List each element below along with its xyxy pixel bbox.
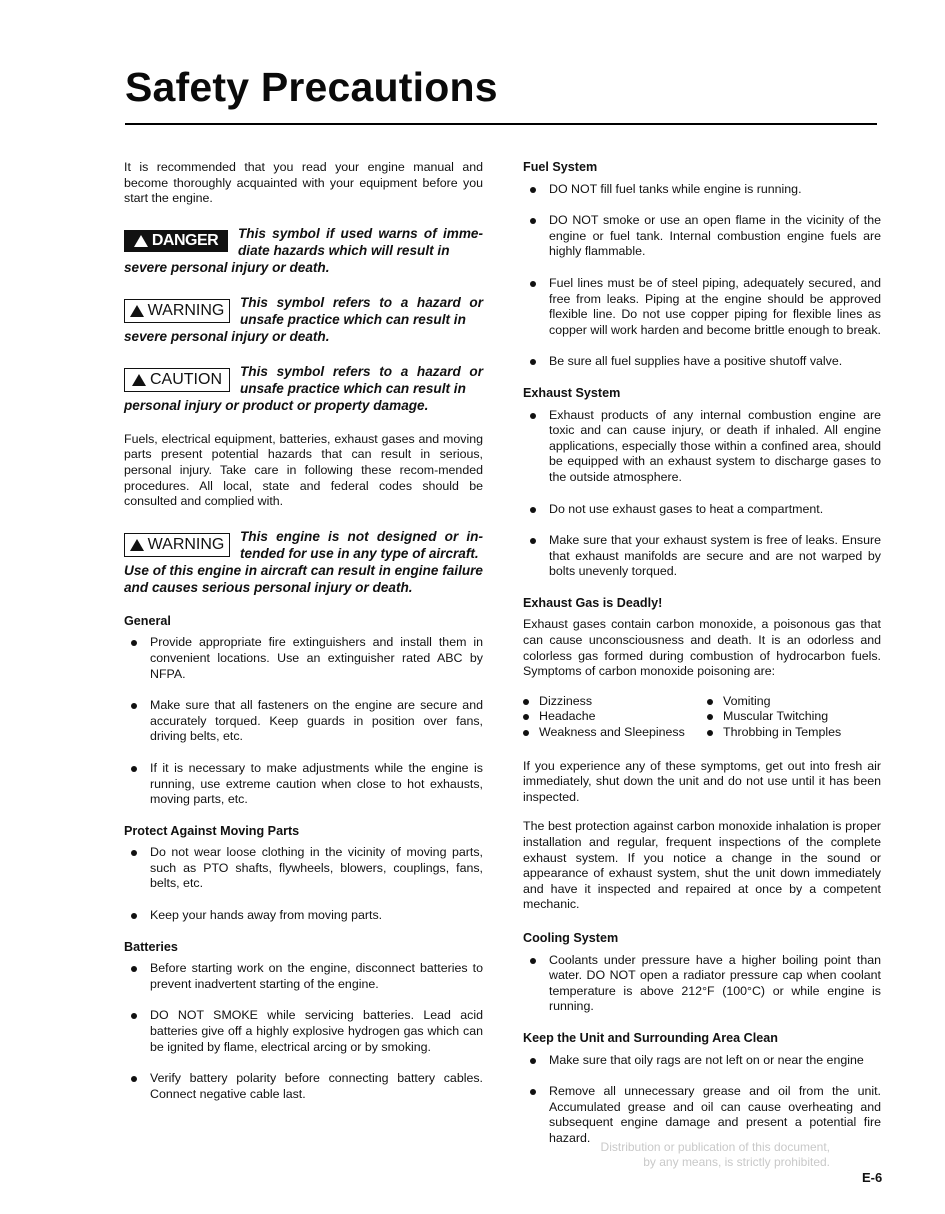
list-item: Do not wear loose clothing in the vicinity of moving parts, such as PTO shafts, flywheels, blowers, couplings, fans, belts, etc.: [124, 845, 483, 892]
right-column: [523, 160, 881, 1163]
symptoms-action-paragraph: If you experience any of these symptoms, get out into fresh air immediately, shut down the unit and do not use until it has been inspected.: [523, 758, 881, 804]
danger-description-cont: severe personal injury or death.: [124, 259, 330, 275]
symptom-item: Vomiting: [707, 694, 881, 710]
list-item: Make sure that your exhaust system is free of leaks. Ensure that exhaust manifolds are secure and are not warped by bolts unevenly torqued.: [523, 533, 881, 580]
list-item: Keep your hands away from moving parts.: [124, 908, 483, 924]
symptom-item: Throbbing in Temples: [707, 725, 881, 741]
symptoms-list: [523, 694, 881, 741]
title-rule: [125, 123, 877, 125]
caution-symbol-block: [124, 363, 483, 414]
aircraft-warning-text-cont: Use of this engine in aircraft can result in engine failure and causes serious personal injury or death.: [124, 562, 483, 595]
keep-clean-list: [523, 1053, 881, 1147]
list-item: Do not use exhaust gases to heat a compartment.: [523, 502, 881, 518]
caution-description-cont: personal injury or product or property damage.: [124, 397, 429, 413]
fuel-system-heading: Fuel System: [523, 160, 598, 174]
list-item: Exhaust products of any internal combustion engine are toxic and can cause injury, or death if inhaled. All engine applications, especially those within a confined area, should be equipped with an exhaust system to discharge gases to the outside atmosphere.: [523, 408, 881, 486]
list-item: Remove all unnecessary grease and oil from the unit. Accumulated grease and oil can cause overheating and subsequent engine damage and present a potential fire hazard.: [523, 1084, 881, 1146]
batteries-heading: Batteries: [124, 939, 178, 954]
warning-triangle-icon: [130, 539, 144, 551]
warning-symbol-block: [124, 294, 483, 345]
moving-parts-list: [124, 845, 483, 923]
list-item: DO NOT smoke or use an open flame in the vicinity of the engine or fuel tank. Internal combustion engine fuels are highly flammable.: [523, 213, 881, 260]
list-item: Make sure that all fasteners on the engine are secure and accurately torqued. Keep guards in position over fans, driving belts, etc.: [124, 698, 483, 745]
aircraft-warning-text: This engine is not designed or in-tended for use in any type of aircraft.: [240, 528, 483, 561]
list-item: DO NOT SMOKE while servicing batteries. Lead acid batteries give off a highly explosive hydrogen gas which can be ignited by flame, electrical arcing or by smoking.: [124, 1008, 483, 1055]
batteries-list: [124, 961, 483, 1102]
list-item: Be sure all fuel supplies have a positive shutoff valve.: [523, 354, 881, 370]
danger-description: This symbol if used warns of imme-diate hazards which will result in: [238, 225, 483, 258]
list-item: Make sure that oily rags are not left on or near the engine: [523, 1053, 881, 1069]
carbon-monoxide-paragraph: Exhaust gases contain carbon monoxide, a poisonous gas that can cause unconsciousness and death. It is an odorless and colorless gas formed during combustion of hydrocarbon fuels. Symptoms of carbon monoxide poisoning are:: [523, 617, 881, 679]
fuel-system-list: [523, 182, 881, 370]
symptom-item: Muscular Twitching: [707, 709, 881, 725]
warning-description-cont: severe personal injury or death.: [124, 328, 330, 344]
page-title: Safety Precautions: [125, 64, 498, 110]
page-number: E-6: [862, 1170, 883, 1185]
list-item: Before starting work on the engine, disconnect batteries to prevent inadvertent starting of the engine.: [124, 961, 483, 992]
general-list: [124, 635, 483, 807]
caution-badge: CAUTION: [124, 368, 230, 392]
warning-description: This symbol refers to a hazard or unsafe practice which can result in: [240, 294, 483, 327]
warning-triangle-icon: [134, 235, 148, 247]
aircraft-warning-block: [124, 528, 483, 596]
cooling-system-list: [523, 953, 881, 1015]
symptom-item: Headache: [523, 709, 697, 725]
keep-clean-heading: Keep the Unit and Surrounding Area Clean: [523, 1030, 778, 1045]
list-item: If it is necessary to make adjustments while the engine is running, use extreme caution when close to hot exhausts, moving parts, etc.: [124, 761, 483, 808]
symptom-item: Dizziness: [523, 694, 697, 710]
list-item: Coolants under pressure have a higher boiling point than water. DO NOT open a radiator pressure cap when coolant temperature is above 212°F (100°C) or while engine is running.: [523, 953, 881, 1015]
warning-triangle-icon: [130, 305, 144, 317]
list-item: DO NOT fill fuel tanks while engine is running.: [523, 182, 881, 198]
list-item: Provide appropriate fire extinguishers and install them in convenient locations. Use an extinguisher rated ABC by NFPA.: [124, 635, 483, 682]
exhaust-system-list: [523, 408, 881, 580]
danger-symbol-block: [124, 225, 483, 276]
cooling-system-heading: Cooling System: [523, 930, 619, 945]
warning-badge: WARNING: [124, 299, 230, 323]
symptom-item: Weakness and Sleepiness: [523, 725, 697, 741]
list-item: Fuel lines must be of steel piping, adequately secured, and free from leaks. Piping at the engine should be approved flexible line. Do not use copper piping for flexible lines as copper will work harden and become brittle enough to break.: [523, 276, 881, 338]
left-column: [124, 160, 483, 1118]
caution-description: This symbol refers to a hazard or unsafe practice which can result in: [240, 363, 483, 396]
warning-triangle-icon: [132, 374, 146, 386]
list-item: Verify battery polarity before connecting battery cables. Connect negative cable last.: [124, 1071, 483, 1102]
protection-paragraph: The best protection against carbon monoxide inhalation is proper installation and regular, frequent inspections of the complete exhaust system. If you notice a change in the sound or appearance of exhaust system, shut the unit down immediately and have it inspected and repaired at once by a competent mechanic.: [523, 819, 881, 912]
moving-parts-heading: Protect Against Moving Parts: [124, 823, 300, 838]
general-heading: General: [124, 613, 171, 628]
hazards-paragraph: Fuels, electrical equipment, batteries, exhaust gases and moving parts present potential hazards that can result in serious, personal injury. Take care in following these recom-mended procedures. All local, state and federal codes should be consulted and complied with.: [124, 431, 483, 509]
exhaust-system-heading: Exhaust System: [523, 385, 621, 400]
watermark: Distribution or publication of this document, by any means, is strictly prohibited.: [600, 1140, 830, 1169]
danger-badge: DANGER: [124, 230, 228, 252]
intro-paragraph: It is recommended that you read your engine manual and become thoroughly acquainted with your equipment before you start the engine.: [124, 160, 483, 206]
exhaust-gas-heading: Exhaust Gas is Deadly!: [523, 595, 663, 610]
aircraft-warning-badge: WARNING: [124, 533, 230, 557]
